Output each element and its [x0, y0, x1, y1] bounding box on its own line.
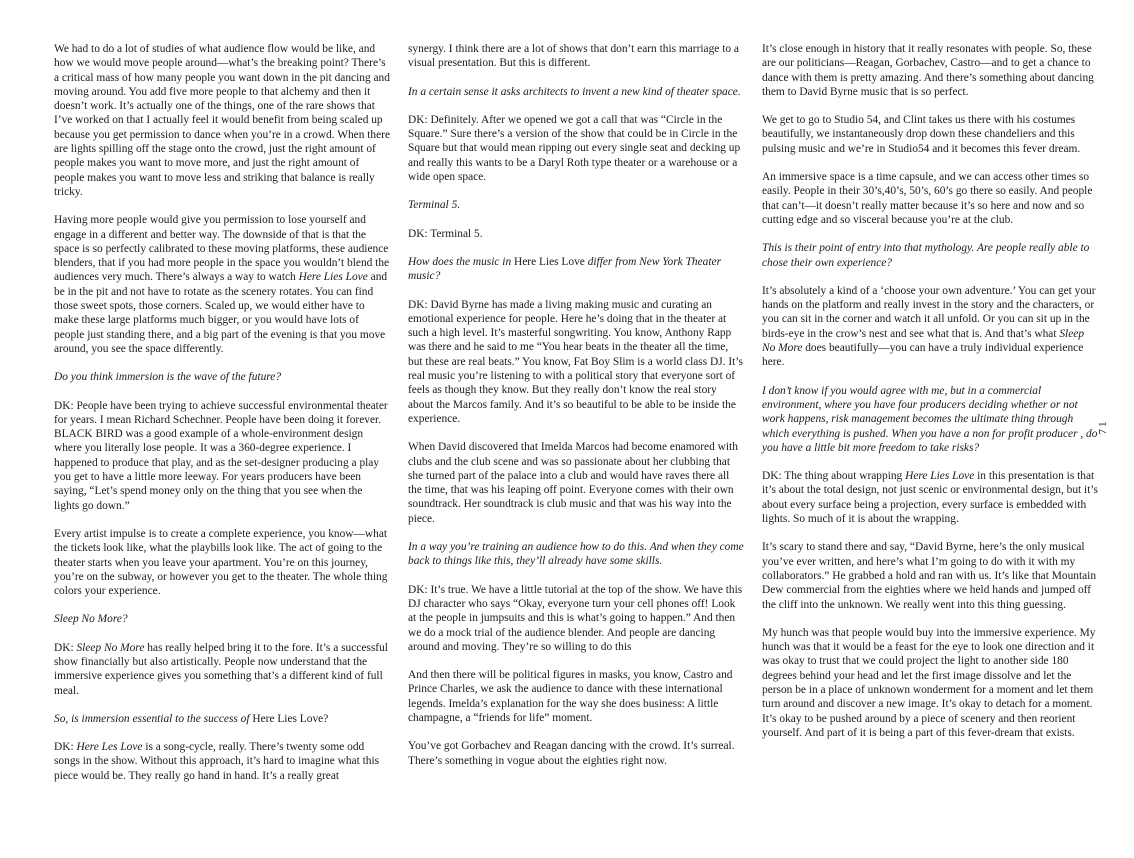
- interview-question: [408, 85, 744, 99]
- body-paragraph: [762, 540, 1098, 611]
- italic-text: I don’t know if you would agree with me, but in a commercial environment, where you have four producers deciding whether or not work happens, risk management becomes the ultimate thing through which everything is pushed. When you have a non for profit producer , do you have a little bit more freedom to take risks?: [762, 384, 1098, 454]
- text-run: in this presentation is that it’s about the total design, not just scenic or environmental design, but it’s about every surface being a projection, every surface is embedded with lights. So much of it is about the wrapping.: [762, 470, 1098, 526]
- column-1: [54, 42, 390, 783]
- interview-question: [762, 384, 1098, 455]
- text-run: DK: Definitely. After we opened we got a call that was “Circle in the Square.” Sure there’s a version of the show that could be in Circle in the Square but that would mean ripping out every single seat and decking up and really this wants to be a Daryl Roth type theater or a warehouse or a wide open space.: [408, 113, 741, 184]
- body-paragraph: [408, 298, 744, 427]
- body-paragraph: [762, 42, 1098, 99]
- body-paragraph: [762, 170, 1098, 227]
- interview-question: [54, 612, 390, 626]
- italic-text: Terminal 5.: [408, 199, 461, 212]
- text-run: DK: David Byrne has made a living making music and curating an emotional experience for people. Here he’s doing that in the theater at such a high level. It’s masterful songwriting. You know, Anthony Rapp was there and he said to me “You hear beats in the theater all the time, but these are real beats.” You know, Fat Boy Slim is a world class DJ. It’s real music you’re listening to with a political story that everyone sort of feels as though they know. But they really don’t know the real story about the Marcos family. And it’s so beautiful to be able to be inside the experience.: [408, 298, 743, 425]
- italic-text: This is their point of entry into that mythology. Are people really able to chose their own experience?: [762, 242, 1090, 269]
- italic-text: Here Lies Love: [298, 271, 368, 284]
- italic-text: Sleep No More: [76, 641, 145, 654]
- column-3: [762, 42, 1098, 783]
- interview-question: [408, 198, 744, 212]
- text-run: Here Lies Love?: [252, 712, 329, 725]
- italic-text: Sleep No More?: [54, 613, 128, 626]
- text-run: synergy. I think there are a lot of shows that don’t earn this marriage to a visual presentation. But this is different.: [408, 43, 739, 70]
- body-paragraph: [54, 399, 390, 513]
- body-paragraph: [54, 213, 390, 356]
- text-run: is a song-cycle, really. There’s twenty some odd songs in the show. Without this approach, it’s hard to imagine what this piece would be. They really go hand in hand. It’s a really great: [54, 741, 380, 782]
- body-paragraph: [408, 440, 744, 526]
- italic-text: Sleep No More: [762, 327, 1085, 355]
- text-run: DK:: [54, 641, 77, 654]
- text-run: It’s absolutely a kind of a ‘choose your own adventure.’ You can get your hands on the platform and really invest in the story and the characters, or you can sit in the corner and watch it all unfold. Or you can sit up in the birds-eye in the crow’s nest and see what that is. And that’s what: [762, 284, 1096, 340]
- italic-text: In a certain sense it asks architects to invent a new kind of theater space.: [408, 85, 741, 98]
- page-number: 71: [1097, 419, 1109, 435]
- text-run: You’ve got Gorbachev and Reagan dancing with the crowd. It’s surreal. There’s something in vogue about the eighties right now.: [408, 740, 735, 767]
- text-run: When David discovered that Imelda Marcos had become enamored with clubs and the club scene and was so passionate about her clubbing that she turned part of the palace into a club and would have raves there all the time, that was his leaping off point. Everyone comes with their own soundtrack. Her soundtrack is club music and that was his way into the piece.: [408, 441, 738, 525]
- text-run: Having more people would give you permission to lose yourself and engage in a different and better way. The downside of that is that the space is so perfectly calibrated to these moving platforms, these audience blenders, that if you had more people in the space you wouldn’t blend the audiences very much. There’s always a way to watch: [54, 214, 390, 284]
- interview-question: [54, 712, 390, 726]
- body-paragraph: [762, 284, 1098, 370]
- text-run: DK: People have been trying to achieve successful environmental theater for years. I mean Richard Schechner. People have been doing it forever. BLACK BIRD was a good example of a whole-environment design where you literally lose people. It was a 360-degree experience. I happened to produce that play, and as the set-designer producing a play you get to have a little more leeway. For years producers have been saying, “Let’s spend money only on the thing that you see when the lights go down.”: [54, 399, 388, 512]
- body-paragraph: [54, 641, 390, 698]
- interview-question: [408, 255, 744, 284]
- body-paragraph: [408, 739, 744, 768]
- interview-question: [408, 540, 744, 569]
- text-run: We had to do a lot of studies of what audience flow would be like, and how we would move people around—what’s the breaking point? There’s a critical mass of how many people you want down in the pit dancing and moving around. You add five more people to that alchemy and then it doesn’t work. It’s actually one of the things, one of the rare shows that I’ve worked on that I actually feel it would benefit from being scaled up because you get permission to dance when you’re in a crowd. When there are lights spilling off the stage onto the crowd, just the right amount of people makes you want to move more, and just the right amount of people makes you want to move less and striking that balance is really tricky.: [54, 43, 391, 198]
- body-paragraph: [408, 668, 744, 725]
- text-run: We get to go to Studio 54, and Clint takes us there with his costumes beautifully, we instantaneously drop down these chandeliers and this pulsing music and we’re in Studio54 and it becomes this fever dream.: [762, 114, 1081, 155]
- body-paragraph: [54, 527, 390, 598]
- italic-text: Do you think immersion is the wave of the future?: [54, 371, 282, 384]
- text-run: And then there will be political figures in masks, you know, Castro and Prince Charles, we ask the audience to dance with these international legends. Imelda’s explanation for the way she does business: A little champagne, a “friends for life” moment.: [408, 669, 733, 724]
- text-run: has really helped bring it to the fore. It’s a successful show financially but also artistically. People now understand that the immersive experience gives you something that’s a different kind of full meal.: [54, 641, 388, 697]
- text-columns: [54, 42, 1098, 783]
- body-paragraph: [408, 42, 744, 71]
- interview-question: [762, 241, 1098, 270]
- italic-text: In a way you’re training an audience how to do this. And when they come back to things like this, they’ll already have some skills.: [408, 541, 744, 568]
- body-paragraph: [54, 42, 390, 199]
- text-run: It’s scary to stand there and say, “David Byrne, here’s the only musical you’ve ever written, and here’s what I’m going to do with it with my collaborators.” He grabbed a hold and ran with us. It’s like that Mountain Dew commercial from the eighties where we held hands and jumped off the cliff into the unknown. We really went into this thing guessing.: [762, 541, 1097, 611]
- text-run: An immersive space is a time capsule, and we can access other times so easily. People in their 30’s,40’s, 50’s, 60’s go there so easily. And people that can’t—it doesn’t really matter because it’s so here and now and so cutting edge and so visceral because you’re at the club.: [762, 171, 1093, 226]
- text-run: DK: Terminal 5.: [408, 227, 483, 240]
- text-run: Every artist impulse is to create a complete experience, you know—what the tickets look like, what the playbills look like. The act of going to the theater starts when you leave your apartment. You’re on this journey, you’re on the subway, or however you get to the theater. The whole thing colors your experience.: [54, 527, 388, 598]
- body-paragraph: [762, 626, 1098, 740]
- text-run: It’s close enough in history that it really resonates with people. So, these are our politicians—Reagan, Gorbachev, Castro—and to get a chance to dance with them is pretty amazing. And there’s something about dancing them to David Byrne music that is so perfect.: [762, 43, 1094, 98]
- italic-text: differ from New York Theater music?: [408, 255, 722, 283]
- body-paragraph: [408, 583, 744, 654]
- text-run: and be in the pit and not have to rotate as the scenery rotates. You can find those sweet spots, those corners. Scaled up, we would either have to make these large platforms much bigger, or you would have lots of people just standing there, and a big part of the evening is that you move around, you see the space differently.: [54, 271, 388, 355]
- text-run: Here Lies Love: [514, 255, 585, 268]
- text-run: DK:: [54, 741, 77, 754]
- text-run: does beautifully—you can have a truly individual experience here.: [762, 342, 1084, 369]
- text-run: DK: It’s true. We have a little tutorial at the top of the show. We have this DJ character who says “Okay, everyone turn your cell phones off! Look at the people in jumpsuits and this is what’s going to happen.” And then we do a mock trial of the audience blender. And people are dancing around and moving. They’re so willing to do this: [408, 583, 743, 653]
- interview-question: [54, 370, 390, 384]
- italic-text: Here Lies Love: [905, 470, 975, 483]
- body-paragraph: [408, 113, 744, 184]
- text-run: DK: The thing about wrapping: [762, 470, 906, 483]
- italic-text: Here Les Love: [76, 741, 143, 754]
- body-paragraph: [408, 227, 744, 241]
- italic-text: How does the music in: [408, 255, 514, 268]
- column-2: [408, 42, 744, 783]
- body-paragraph: [54, 740, 390, 783]
- text-run: My hunch was that people would buy into the immersive experience. My hunch was that it would be a feast for the eye to look one direction and it was okay to trust that we could project the light to another side 180 degrees behind your head and let the first image dissolve and let the person be in a place of unknown wonderment for a moment and let them turn around and discover a new image. It’s okay to detach for a moment. It’s okay to be pushed around by a piece of scenery and then reorient yourself. And part of it is being a part of this fever-dream that exists.: [762, 626, 1096, 739]
- body-paragraph: [762, 469, 1098, 526]
- italic-text: So, is immersion essential to the success of: [54, 712, 253, 725]
- body-paragraph: [762, 113, 1098, 156]
